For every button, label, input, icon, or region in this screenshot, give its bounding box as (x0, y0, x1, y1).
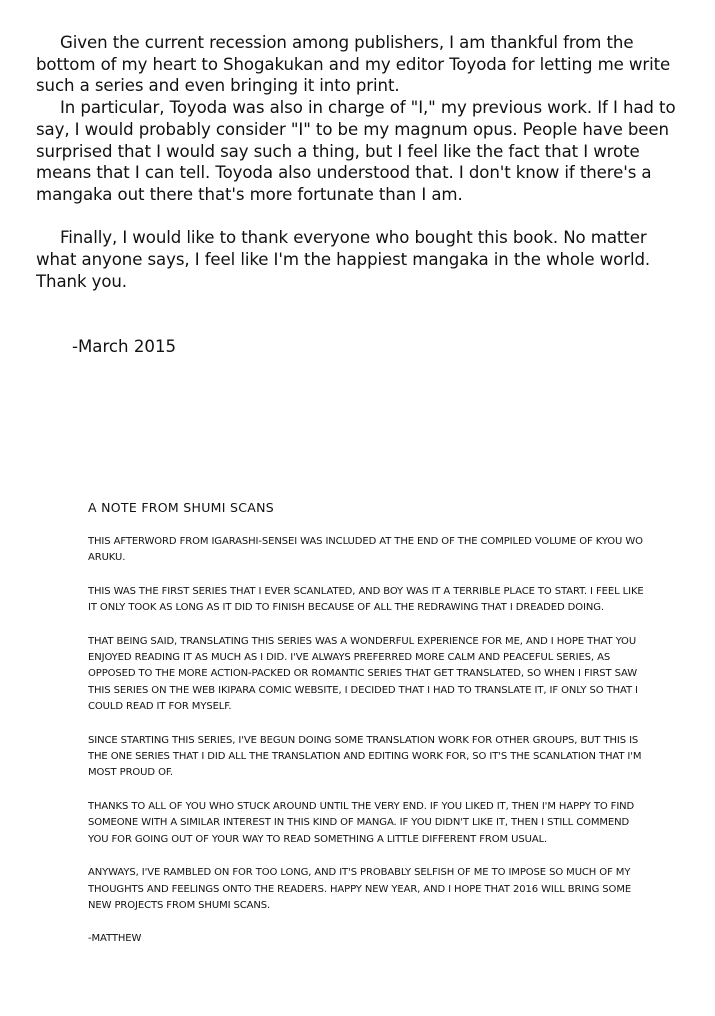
author-afterword (36, 32, 686, 292)
note-paragraph-6: ANYWAYS, I'VE RAMBLED ON FOR TOO LONG, AND IT'S PROBABLY SELFISH OF ME TO IMPOSE SO MUCH OF MY THOUGHTS AND FEELINGS ONTO THE READERS. HAPPY NEW YEAR, AND I HOPE THAT 2016 WILL BRING SOME NEW PROJECTS FROM SHUMI SCANS. (88, 867, 632, 911)
scanlator-note (88, 500, 648, 965)
note-paragraph-2: THIS WAS THE FIRST SERIES THAT I EVER SCANLATED, AND BOY WAS IT A TERRIBLE PLACE TO START. I FEEL LIKE IT ONLY TOOK AS LONG AS IT DID TO FINISH BECAUSE OF ALL THE REDRAWING THAT I DREADED DOING. (88, 585, 644, 614)
afterword-date: -March 2015 (72, 337, 177, 356)
afterword-paragraph-1: Given the current recession among publishers, I am thankful from the bottom of my heart to Shogakukan and my editor Toyoda for letting me write such a series and even bringing it into print. (36, 33, 671, 96)
note-signature: -MATTHEW (88, 933, 142, 945)
note-paragraph-3: THAT BEING SAID, TRANSLATING THIS SERIES WAS A WONDERFUL EXPERIENCE FOR ME, AND I HOPE THAT YOU ENJOYED READING IT AS MUCH AS I DID. I'VE ALWAYS PREFERRED MORE CALM AND PEACEFUL SERIES, AS OPPOSED TO THE MORE ACTION-PACKED OR ROMANTIC SERIES THAT GET TRANSLATED, SO WHEN I FIRST SAW THIS SERIES ON THE WEB IKIPARA COMIC WEBSITE, I DECIDED THAT I HAD TO TRANSLATE IT, IF ONLY SO THAT I COULD READ IT FOR MYSELF. (88, 635, 638, 713)
note-paragraph-4: SINCE STARTING THIS SERIES, I'VE BEGUN DOING SOME TRANSLATION WORK FOR OTHER GROUPS, BUT THIS IS THE ONE SERIES THAT I DID ALL THE TRANSLATION AND EDITING WORK FOR, SO IT'S THE SCANLATION THAT I'M MOST PROUD OF. (88, 734, 642, 779)
note-title: A NOTE FROM SHUMI SCANS (88, 500, 275, 515)
note-paragraph-1: THIS AFTERWORD FROM IGARASHI-SENSEI WAS INCLUDED AT THE END OF THE COMPILED VOLUME OF KYOU WO ARUKU. (88, 536, 643, 564)
afterword-paragraph-3: Finally, I would like to thank everyone who bought this book. No matter what anyone says, I feel like I'm the happiest mangaka in the whole world. Thank you. (36, 228, 651, 291)
afterword-paragraph-2: In particular, Toyoda was also in charge of "I," my previous work. If I had to say, I would probably consider "I" to be my magnum opus. People have been surprised that I would say such a thing, but I feel like the fact that I wrote means that I can tell. Toyoda also understood that. I don't know if there's a mangaka out there that's more fortunate than I am. (36, 98, 676, 204)
note-paragraph-5: THANKS TO ALL OF YOU WHO STUCK AROUND UNTIL THE VERY END. IF YOU LIKED IT, THEN I'M HAPPY TO FIND SOMEONE WITH A SIMILAR INTEREST IN THIS KIND OF MANGA. IF YOU DIDN'T LIKE IT, THEN I STILL COMMEND YOU FOR GOING OUT OF YOUR WAY TO READ SOMETHING A LITTLE DIFFERENT FROM USUAL. (88, 800, 635, 845)
